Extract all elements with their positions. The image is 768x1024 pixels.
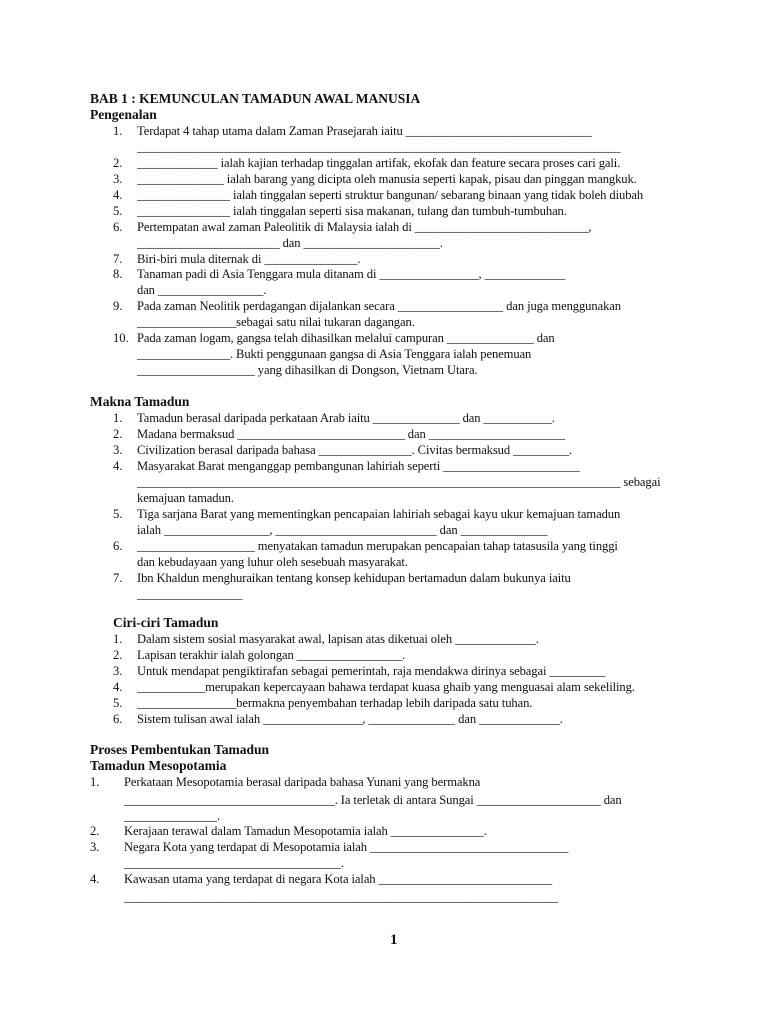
question-line: ___________________ yang dihasilkan di Dongson, Vietnam Utara. [137, 363, 478, 377]
question-line: _________________ [137, 587, 243, 601]
question-line: Perkataan Mesopotamia berasal daripada bahasa Yunani yang bermakna [124, 775, 481, 789]
item-number: 1. [90, 775, 100, 789]
question-line: Pada zaman logam, gangsa telah dihasilkan melalui campuran ______________ dan [137, 331, 555, 345]
question-line: Kerajaan terawal dalam Tamadun Mesopotamia ialah _______________. [124, 824, 487, 838]
question-line: _______________ ialah tinggalan seperti sisa makanan, tulang dan tumbuh-tumbuhan. [137, 204, 567, 218]
document-title: BAB 1 : KEMUNCULAN TAMADUN AWAL MANUSIA [90, 91, 421, 106]
heading-ciri-ciri-tamadun: Ciri-ciri Tamadun [113, 615, 219, 630]
question-line: Masyarakat Barat menganggap pembangunan lahiriah seperti ______________________ [137, 459, 580, 473]
question-line: Pertempatan awal zaman Paleolitik di Malaysia ialah di ____________________________, [137, 220, 592, 234]
item-number: 9. [113, 299, 123, 313]
question-line: Pada zaman Neolitik perdagangan dijalankan secara _________________ dan juga menggunakan [137, 299, 621, 313]
question-line: Negara Kota yang terdapat di Mesopotamia ialah ________________________________ [124, 840, 569, 854]
question-line: _______________________ dan ______________________. [137, 236, 443, 250]
question-line: kemajuan tamadun. [137, 491, 234, 505]
question-line: Tamadun berasal daripada perkataan Arab iaitu ______________ dan ___________. [137, 411, 555, 425]
question-line: _______________. [124, 809, 221, 823]
question-line: ________________sebagai satu nilai tukaran dagangan. [137, 315, 415, 329]
question-line: Madana bermaksud ___________________________ dan ______________________ [137, 427, 566, 441]
item-number: 2. [113, 156, 123, 170]
item-number: 5. [113, 507, 123, 521]
item-number: 7. [113, 571, 123, 585]
item-number: 4. [113, 459, 123, 473]
question-line: Dalam sistem sosial masyarakat awal, lapisan atas diketuai oleh _____________. [137, 632, 539, 646]
item-number: 6. [113, 539, 123, 553]
question-line: _____________ ialah kajian terhadap tinggalan artifak, ekofak dan feature secara proses cari gali. [137, 156, 621, 170]
answer-blank-line: ______________________________________________________________________________ [137, 140, 621, 154]
question-line: Ibn Khaldun menghuraikan tentang konsep kehidupan bertamadun dalam bukunya iaitu [137, 571, 571, 585]
item-number: 3. [113, 664, 123, 678]
question-line: ________________bermakna penyembahan terhadap lebih daripada satu tuhan. [137, 696, 533, 710]
question-line: ___________________ menyatakan tamadun merupakan pencapaian tahap tatasusila yang tinggi [137, 539, 618, 553]
item-number: 6. [113, 712, 123, 726]
question-line: Biri-biri mula diternak di _______________. [137, 252, 361, 266]
question-line: Terdapat 4 tahap utama dalam Zaman Prasejarah iaitu ______________________________ [137, 124, 592, 138]
heading-pengenalan: Pengenalan [90, 107, 157, 122]
item-number: 10. [113, 331, 129, 345]
item-number: 2. [90, 824, 100, 838]
item-number: 4. [113, 188, 123, 202]
question-line: dan kebudayaan yang luhur oleh sesebuah masyarakat. [137, 555, 408, 569]
item-number: 4. [113, 680, 123, 694]
question-line: dan _________________. [137, 283, 267, 297]
answer-blank-line: ______________________________________________________________________ [124, 890, 558, 904]
item-number: 1. [113, 124, 123, 138]
question-line: ___________merupakan kepercayaan bahawa terdapat kuasa ghaib yang menguasai alam sekeliling. [137, 680, 635, 694]
question-line: ___________________________________. [124, 856, 344, 870]
item-number: 2. [113, 648, 123, 662]
question-line: _______________. Bukti penggunaan gangsa di Asia Tenggara ialah penemuan [137, 347, 532, 361]
question-line: ______________ ialah barang yang dicipta oleh manusia seperti kapak, pisau dan pinggan mangkuk. [137, 172, 637, 186]
question-line: Tiga sarjana Barat yang mementingkan pencapaian lahiriah sebagai kayu ukur kemajuan tamadun [137, 507, 621, 521]
heading-tamadun-mesopotamia: Tamadun Mesopotamia [90, 758, 227, 773]
question-line: ______________________________________________________________________________ sebagai [137, 475, 661, 489]
question-line: Sistem tulisan awal ialah ________________, ______________ dan _____________. [137, 712, 563, 726]
item-number: 5. [113, 696, 123, 710]
question-line: _______________ ialah tinggalan seperti struktur bangunan/ sebarang binaan yang tidak boleh diubah [137, 188, 644, 202]
question-line: Untuk mendapat pengiktirafan sebagai pemerintah, raja mendakwa dirinya sebagai _________ [137, 664, 606, 678]
item-number: 1. [113, 411, 123, 425]
question-line: Civilization berasal daripada bahasa _______________. Civitas bermaksud _________. [137, 443, 572, 457]
item-number: 6. [113, 220, 123, 234]
item-number: 3. [113, 172, 123, 186]
question-line: __________________________________. Ia terletak di antara Sungai ____________________ dan [124, 793, 622, 807]
item-number: 3. [90, 840, 100, 854]
item-number: 7. [113, 252, 123, 266]
item-number: 1. [113, 632, 123, 646]
question-line: Kawasan utama yang terdapat di negara Kota ialah ____________________________ [124, 872, 553, 886]
item-number: 4. [90, 872, 100, 886]
item-number: 8. [113, 267, 123, 281]
item-number: 5. [113, 204, 123, 218]
question-line: ialah _________________, __________________________ dan ______________ [137, 523, 548, 537]
question-line: Lapisan terakhir ialah golongan _________________. [137, 648, 406, 662]
item-number: 3. [113, 443, 123, 457]
heading-proses-pembentukan: Proses Pembentukan Tamadun [90, 742, 270, 757]
item-number: 2. [113, 427, 123, 441]
heading-makna-tamadun: Makna Tamadun [90, 394, 190, 409]
page-number: 1 [390, 932, 398, 948]
question-line: Tanaman padi di Asia Tenggara mula ditanam di ________________, _____________ [137, 267, 566, 281]
